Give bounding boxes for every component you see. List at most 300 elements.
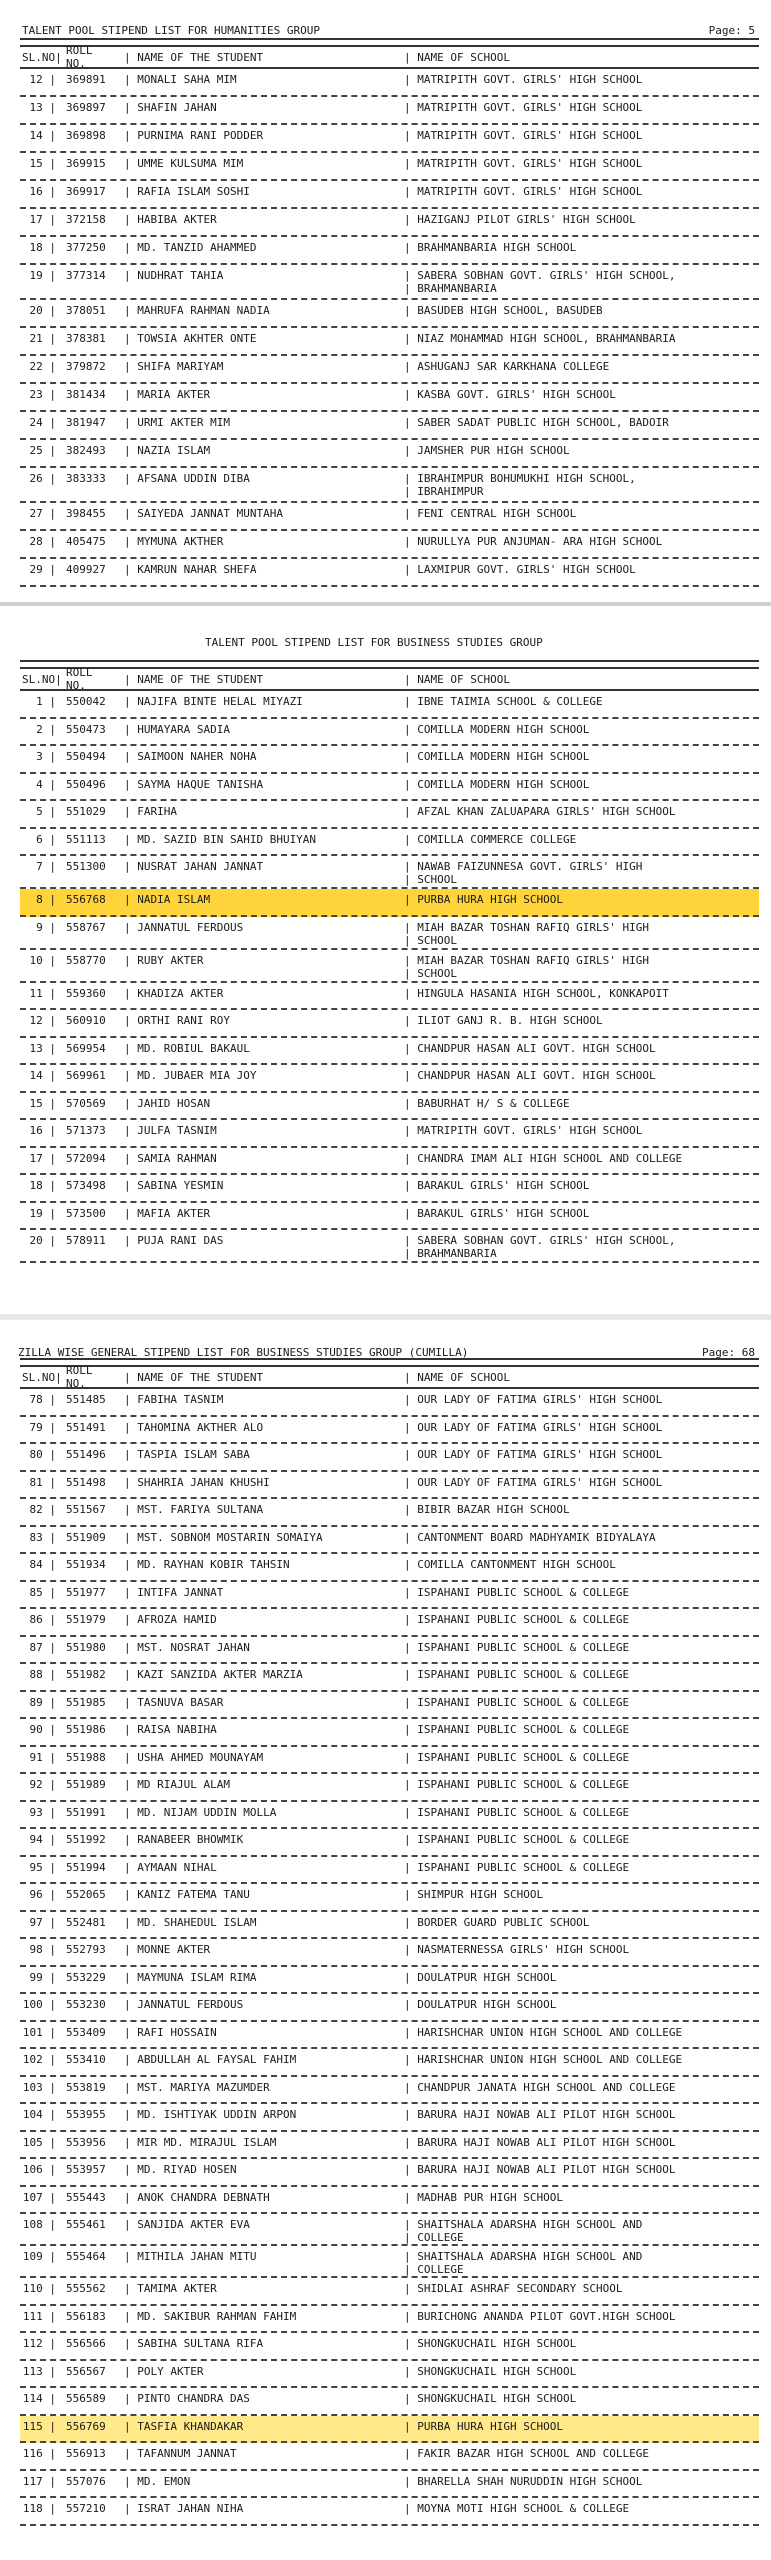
row-sl-number: 98 |	[29, 1943, 56, 1956]
row-school-name	[394, 444, 759, 457]
row-school-name	[394, 388, 759, 401]
row-school-name	[394, 2310, 759, 2323]
row-sl-number: 114 |	[22, 2392, 56, 2405]
table-row	[20, 503, 759, 531]
table-row	[20, 1719, 759, 1747]
table-row	[20, 2388, 759, 2416]
school-line: | MATRIPITH GOVT. GIRLS' HIGH SCHOOL	[404, 101, 643, 114]
row-sl-number: 29 |	[29, 563, 56, 576]
table-row	[20, 1829, 759, 1857]
row-school-name	[394, 360, 759, 373]
row-school-name	[394, 860, 759, 886]
row-school-name	[394, 1042, 759, 1055]
row-student-name: | SHAHRIA JAHAN KHUSHI	[124, 1475, 270, 1489]
row-roll-number: 378381	[66, 332, 106, 345]
school-line: | ISPAHANI PUBLIC SCHOOL & COLLEGE	[404, 1778, 630, 1791]
row-roll-number: 409927	[66, 563, 106, 576]
row-roll-number: 555562	[66, 2282, 106, 2295]
row-school-name	[394, 1531, 759, 1544]
row-school-name	[394, 2136, 759, 2149]
school-line: | ILIOT GANJ R. B. HIGH SCHOOL	[404, 1014, 603, 1027]
row-sl-number: 20 |	[29, 304, 56, 317]
school-line: | KASBA GOVT. GIRLS' HIGH SCHOOL	[404, 388, 616, 401]
row-roll-number: 551934	[66, 1558, 106, 1571]
school-line: | CHANDPUR HASAN ALI GOVT. HIGH SCHOOL	[404, 1041, 656, 1055]
school-line: | NIAZ MOHAMMAD HIGH SCHOOL, BRAHMANBARIA	[404, 332, 676, 345]
row-student-name: | SAYMA HAQUE TANISHA	[124, 777, 264, 791]
row-school-name	[394, 2365, 759, 2378]
row-school-name	[394, 1833, 759, 1846]
row-school-name	[394, 2447, 759, 2460]
row-roll-number: 555464	[66, 2250, 106, 2263]
school-line: | ASHUGANJ SAR KARKHANA COLLEGE	[404, 360, 610, 373]
row-roll-number: 551988	[66, 1750, 106, 1764]
row-sl-number: 1 |	[36, 695, 56, 708]
header-school: | NAME OF SCHOOL	[404, 1370, 510, 1384]
row-roll-number: 551980	[66, 1640, 106, 1654]
row-roll-number: 551300	[66, 860, 106, 873]
row-sl-number: 102 |	[22, 2053, 56, 2066]
table-row	[20, 1994, 759, 2022]
table-row	[20, 774, 759, 802]
row-roll-number: 572094	[66, 1151, 106, 1165]
school-line: | BRAHMANBARIA HIGH SCHOOL	[404, 241, 577, 254]
school-line: | SHIMPUR HIGH SCHOOL	[404, 1888, 544, 1901]
table-row	[20, 1417, 759, 1445]
table-row	[20, 2246, 759, 2278]
row-sl-number: 19 |	[29, 269, 56, 282]
table-row	[20, 1857, 759, 1885]
row-school-name	[394, 1861, 759, 1874]
row-sl-number: 108 |	[22, 2218, 56, 2231]
table-row	[20, 2498, 759, 2526]
row-roll-number: 382493	[66, 444, 106, 457]
list-title-row	[0, 0, 771, 37]
table-header	[20, 1364, 759, 1390]
list-title-row	[0, 1322, 771, 1359]
school-line: | SABER SADAT PUBLIC HIGH SCHOOL, BADOIR	[404, 416, 669, 429]
table-row	[20, 300, 759, 328]
school-line: | SHONGKUCHAIL HIGH SCHOOL	[404, 2392, 577, 2405]
row-sl-number: 93 |	[29, 1805, 56, 1819]
row-school-name	[394, 2502, 759, 2515]
row-student-name: | SABINA YESMIN	[124, 1179, 224, 1192]
row-sl-number: 23 |	[29, 388, 56, 401]
row-sl-number: 91 |	[29, 1750, 56, 1764]
school-line: | ISPAHANI PUBLIC SCHOOL & COLLEGE	[404, 1640, 630, 1654]
school-line: | COMILLA CANTONMENT HIGH SCHOOL	[404, 1558, 616, 1571]
row-roll-number: 556567	[66, 2364, 106, 2378]
school-line: | NASMATERNESSA GIRLS' HIGH SCHOOL	[404, 1943, 630, 1956]
row-sl-number: 13 |	[29, 101, 56, 114]
row-roll-number: 556913	[66, 2447, 106, 2460]
row-school-name	[394, 416, 759, 429]
school-line: | FENI CENTRAL HIGH SCHOOL	[404, 507, 577, 520]
row-roll-number: 571373	[66, 1124, 106, 1137]
header-sl: SL.NO|	[22, 1370, 62, 1384]
school-line: | HAZIGANJ PILOT GIRLS' HIGH SCHOOL	[404, 213, 636, 226]
row-roll-number: 551985	[66, 1695, 106, 1709]
page-divider	[0, 1314, 771, 1320]
business-talent-list	[0, 612, 771, 1263]
row-student-name: | KANIZ FATEMA TANU	[124, 1888, 250, 1901]
row-roll-number: 553409	[66, 2025, 106, 2039]
row-roll-number: 553957	[66, 2163, 106, 2176]
list-title: ZILLA WISE GENERAL STIPEND LIST FOR BUSINESS STUDIES GROUP (CUMILLA)	[18, 1346, 469, 1359]
row-school-name	[394, 1234, 759, 1260]
humanities-list	[0, 0, 771, 587]
row-sl-number: 14 |	[29, 129, 56, 142]
school-line: | MATRIPITH GOVT. GIRLS' HIGH SCHOOL	[404, 1124, 643, 1137]
header-sl: SL.NO|	[22, 672, 62, 686]
row-student-name: | POLY AKTER	[124, 2364, 204, 2378]
school-line: | SABERA SOBHAN GOVT. GIRLS' HIGH SCHOOL,	[404, 1234, 676, 1247]
table-row	[20, 2416, 759, 2444]
table-body	[0, 691, 771, 1263]
row-roll-number: 551491	[66, 1420, 106, 1434]
row-student-name: | MARIA AKTER	[124, 388, 211, 401]
table-row	[20, 829, 759, 857]
school-line: | ISPAHANI PUBLIC SCHOOL & COLLEGE	[404, 1860, 630, 1874]
header-name: | NAME OF THE STUDENT	[124, 672, 264, 686]
school-line: | ISPAHANI PUBLIC SCHOOL & COLLEGE	[404, 1833, 630, 1846]
row-roll-number: 569954	[66, 1041, 106, 1055]
row-school-name	[394, 129, 759, 142]
row-school-name	[394, 1097, 759, 1110]
row-sl-number: 27 |	[29, 507, 56, 520]
school-line: | FAKIR BAZAR HIGH SCHOOL AND COLLEGE	[404, 2447, 650, 2460]
row-sl-number: 12 |	[29, 1014, 56, 1027]
table-row	[20, 983, 759, 1011]
school-line: | ISPAHANI PUBLIC SCHOOL & COLLEGE	[404, 1613, 630, 1626]
row-student-name: | TASPIA ISLAM SABA	[124, 1448, 250, 1461]
row-school-name	[394, 1124, 759, 1137]
row-school-name	[394, 1613, 759, 1626]
row-student-name: | PINTO CHANDRA DAS	[124, 2392, 250, 2405]
school-line: | MATRIPITH GOVT. GIRLS' HIGH SCHOOL	[404, 157, 643, 170]
row-roll-number: 369898	[66, 129, 106, 142]
row-school-name	[394, 1476, 759, 1489]
school-line-continued: | SCHOOL	[404, 933, 457, 947]
row-sl-number: 6 |	[36, 832, 56, 846]
school-line: | COMILLA COMMERCE COLLEGE	[404, 832, 577, 846]
table-row	[20, 2361, 759, 2389]
row-school-name	[394, 1916, 759, 1929]
table-row	[20, 1527, 759, 1555]
school-line: | BARAKUL GIRLS' HIGH SCHOOL	[404, 1206, 590, 1220]
row-school-name	[394, 304, 759, 317]
row-roll-number: 377314	[66, 269, 106, 282]
school-line: | BHARELLA SHAH NURUDDIN HIGH SCHOOL	[404, 2474, 643, 2488]
row-school-name	[394, 2108, 759, 2121]
row-student-name: | MD. ISHTIYAK UDDIN ARPON	[124, 2108, 297, 2121]
table-row	[20, 468, 759, 503]
school-line: | SHIDLAI ASHRAF SECONDARY SCHOOL	[404, 2282, 623, 2295]
row-roll-number: 552481	[66, 1915, 106, 1929]
row-roll-number: 573498	[66, 1179, 106, 1192]
row-sl-number: 83 |	[29, 1530, 56, 1544]
row-school-name	[394, 213, 759, 226]
row-roll-number: 551992	[66, 1833, 106, 1846]
row-sl-number: 25 |	[29, 444, 56, 457]
header-school: | NAME OF SCHOOL	[404, 50, 510, 64]
table-row	[20, 801, 759, 829]
school-line: | NAWAB FAIZUNNESA GOVT. GIRLS' HIGH	[404, 860, 643, 873]
row-sl-number: 3 |	[36, 750, 56, 763]
row-student-name: | JAHID HOSAN	[124, 1096, 211, 1110]
table-header	[20, 44, 759, 70]
table-body	[0, 1389, 771, 2526]
row-student-name: | AYMAAN NIHAL	[124, 1860, 217, 1874]
row-roll-number: 558767	[66, 920, 106, 934]
row-school-name	[394, 1421, 759, 1434]
row-school-name	[394, 2392, 759, 2405]
row-sl-number: 103 |	[22, 2080, 56, 2094]
table-row	[20, 209, 759, 237]
row-sl-number: 20 |	[29, 1234, 56, 1247]
row-sl-number: 11 |	[29, 986, 56, 1000]
row-school-name	[394, 269, 759, 295]
row-student-name: | NADIA ISLAM	[124, 893, 211, 906]
table-row	[20, 950, 759, 983]
row-school-name	[394, 185, 759, 198]
row-school-name	[394, 1152, 759, 1165]
row-roll-number: 556769	[66, 2419, 106, 2433]
row-student-name: | MONNE AKTER	[124, 1943, 211, 1956]
header-sl: SL.NO|	[22, 50, 62, 64]
header-roll: ROLL NO.	[66, 1364, 93, 1390]
row-sl-number: 26 |	[29, 472, 56, 485]
row-school-name	[394, 2081, 759, 2094]
school-line-continued: | SCHOOL	[404, 873, 457, 886]
school-line: | MOYNA MOTI HIGH SCHOOL & COLLEGE	[404, 2502, 630, 2515]
row-school-name	[394, 157, 759, 170]
row-school-name	[394, 2475, 759, 2488]
row-roll-number: 557210	[66, 2502, 106, 2515]
row-sl-number: 106 |	[22, 2163, 56, 2176]
row-school-name	[394, 1723, 759, 1736]
row-sl-number: 79 |	[29, 1420, 56, 1434]
school-line: | COMILLA MODERN HIGH SCHOOL	[404, 750, 590, 763]
row-student-name: | AFROZA HAMID	[124, 1613, 217, 1626]
row-student-name: | MIR MD. MIRAJUL ISLAM	[124, 2135, 277, 2149]
row-roll-number: 573500	[66, 1206, 106, 1220]
table-row	[20, 1175, 759, 1203]
row-roll-number: 550496	[66, 777, 106, 791]
table-row	[20, 1747, 759, 1775]
row-school-name	[394, 1179, 759, 1192]
row-school-name	[394, 1971, 759, 1984]
row-sl-number: 10 |	[29, 953, 56, 967]
row-student-name: | MD. SHAHEDUL ISLAM	[124, 1915, 257, 1929]
row-roll-number: 550042	[66, 695, 106, 708]
table-row	[20, 1664, 759, 1692]
row-school-name	[394, 2163, 759, 2176]
table-row	[20, 2443, 759, 2471]
school-line: | BABURHAT H/ S & COLLEGE	[404, 1096, 570, 1110]
row-school-name	[394, 1668, 759, 1681]
row-student-name: | MST. MARIYA MAZUMDER	[124, 2080, 270, 2094]
row-roll-number: 551909	[66, 1530, 106, 1544]
row-school-name	[394, 750, 759, 763]
row-school-name	[394, 332, 759, 345]
row-roll-number: 379872	[66, 360, 106, 373]
row-student-name: | KHADIZA AKTER	[124, 986, 224, 1000]
row-roll-number: 378051	[66, 304, 106, 317]
school-line-continued: | BRAHMANBARIA	[404, 282, 497, 295]
school-line: | PURBA HURA HIGH SCHOOL	[404, 893, 563, 906]
school-line: | MIAH BAZAR TOSHAN RAFIQ GIRLS' HIGH	[404, 920, 650, 934]
school-line-continued: | BRAHMANBARIA	[404, 1247, 497, 1260]
table-row	[20, 719, 759, 747]
row-sl-number: 17 |	[29, 213, 56, 226]
school-line: | MATRIPITH GOVT. GIRLS' HIGH SCHOOL	[404, 129, 643, 142]
school-line: | SABERA SOBHAN GOVT. GIRLS' HIGH SCHOOL,	[404, 269, 676, 282]
table-row	[20, 153, 759, 181]
row-student-name: | RAFIA ISLAM SOSHI	[124, 185, 250, 198]
school-line: | OUR LADY OF FATIMA GIRLS' HIGH SCHOOL	[404, 1393, 663, 1406]
row-school-name	[394, 1641, 759, 1654]
table-row	[20, 384, 759, 412]
table-header	[20, 666, 759, 692]
row-sl-number: 111 |	[22, 2309, 56, 2323]
row-student-name: | USHA AHMED MOUNAYAM	[124, 1750, 264, 1764]
row-school-name	[394, 241, 759, 254]
row-roll-number: 553410	[66, 2053, 106, 2066]
school-line: | COMILLA MODERN HIGH SCHOOL	[404, 722, 590, 736]
row-roll-number: 550494	[66, 750, 106, 763]
table-row	[20, 1093, 759, 1121]
row-student-name: | RANABEER BHOWMIK	[124, 1833, 244, 1846]
table-row	[20, 237, 759, 265]
row-sl-number: 13 |	[29, 1041, 56, 1055]
table-row	[20, 356, 759, 384]
row-sl-number: 28 |	[29, 535, 56, 548]
row-school-name	[394, 1806, 759, 1819]
row-student-name: | SAIMOON NAHER NOHA	[124, 750, 257, 763]
row-student-name: | URMI AKTER MIM	[124, 416, 230, 429]
table-row	[20, 1389, 759, 1417]
table-row	[20, 889, 759, 917]
row-school-name	[394, 1207, 759, 1220]
row-school-name	[394, 695, 759, 708]
row-school-name	[394, 1586, 759, 1599]
header-name: | NAME OF THE STUDENT	[124, 50, 264, 64]
table-row	[20, 2022, 759, 2050]
row-student-name: | MD. RIYAD HOSEN	[124, 2163, 237, 2176]
school-line: | ISPAHANI PUBLIC SCHOOL & COLLEGE	[404, 1668, 630, 1681]
header-school: | NAME OF SCHOOL	[404, 672, 510, 686]
table-row	[20, 2159, 759, 2187]
row-school-name	[394, 1888, 759, 1901]
table-row	[20, 1939, 759, 1967]
zilla-general-list	[0, 1322, 771, 2526]
table-row	[20, 2333, 759, 2361]
table-row	[20, 1582, 759, 1610]
row-roll-number: 551498	[66, 1475, 106, 1489]
row-sl-number: 117 |	[22, 2474, 56, 2488]
row-sl-number: 100 |	[22, 1998, 56, 2011]
row-roll-number: 551991	[66, 1805, 106, 1819]
row-student-name: | SAMIA RAHMAN	[124, 1151, 217, 1165]
row-student-name: | INTIFA JANNAT	[124, 1585, 224, 1599]
row-school-name	[394, 1014, 759, 1027]
row-roll-number: 551029	[66, 805, 106, 818]
row-school-name	[394, 987, 759, 1000]
row-student-name: | FABIHA TASNIM	[124, 1393, 224, 1406]
row-student-name: | TAMIMA AKTER	[124, 2282, 217, 2295]
row-student-name: | MD. TANZID AHAMMED	[124, 241, 257, 254]
row-school-name	[394, 2026, 759, 2039]
table-row	[20, 559, 759, 587]
school-line: | BORDER GUARD PUBLIC SCHOOL	[404, 1915, 590, 1929]
school-line: | MATRIPITH GOVT. GIRLS' HIGH SCHOOL	[404, 73, 643, 86]
row-sl-number: 107 |	[22, 2190, 56, 2204]
row-student-name: | TAHOMINA AKTHER ALO	[124, 1420, 264, 1434]
row-student-name: | KAZI SANZIDA AKTER MARZIA	[124, 1668, 303, 1681]
row-roll-number: 369917	[66, 185, 106, 198]
row-student-name: | AFSANA UDDIN DIBA	[124, 472, 250, 485]
row-roll-number: 558770	[66, 953, 106, 967]
row-student-name: | MYMUNA AKTHER	[124, 535, 224, 548]
row-school-name	[394, 2250, 759, 2276]
row-school-name	[394, 954, 759, 980]
row-student-name: | PUJA RANI DAS	[124, 1234, 224, 1247]
row-roll-number: 383333	[66, 472, 106, 485]
row-student-name: | ABDULLAH AL FAYSAL FAHIM	[124, 2053, 297, 2066]
row-sl-number: 90 |	[29, 1723, 56, 1736]
row-sl-number: 80 |	[29, 1448, 56, 1461]
school-line: | DOULATPUR HIGH SCHOOL	[404, 1970, 557, 1984]
row-roll-number: 555443	[66, 2190, 106, 2204]
row-school-name	[394, 1998, 759, 2011]
row-student-name: | JANNATUL FERDOUS	[124, 1998, 244, 2011]
table-row	[20, 1120, 759, 1148]
table-row	[20, 1203, 759, 1231]
school-line: | MIAH BAZAR TOSHAN RAFIQ GIRLS' HIGH	[404, 953, 650, 967]
row-student-name: | FARIHA	[124, 805, 177, 818]
row-roll-number: 551977	[66, 1585, 106, 1599]
row-roll-number: 369915	[66, 157, 106, 170]
table-row	[20, 1010, 759, 1038]
row-school-name	[394, 1448, 759, 1461]
row-roll-number: 556566	[66, 2337, 106, 2350]
row-roll-number: 560910	[66, 1014, 106, 1027]
school-line: | BARURA HAJI NOWAB ALI PILOT HIGH SCHOOL	[404, 2108, 676, 2121]
school-line: | ISPAHANI PUBLIC SCHOOL & COLLEGE	[404, 1723, 630, 1736]
row-roll-number: 551994	[66, 1860, 106, 1874]
row-roll-number: 551113	[66, 832, 106, 846]
header-name: | NAME OF THE STUDENT	[124, 1370, 264, 1384]
row-student-name: | SHIFA MARIYAM	[124, 360, 224, 373]
table-row	[20, 1609, 759, 1637]
row-student-name: | NAZIA ISLAM	[124, 444, 211, 457]
row-school-name	[394, 723, 759, 736]
row-sl-number: 24 |	[29, 416, 56, 429]
row-student-name: | MST. SOBNOM MOSTARIN SOMAIYA	[124, 1530, 323, 1544]
row-student-name: | MONALI SAHA MIM	[124, 73, 237, 86]
row-student-name: | MD. SAKIBUR RAHMAN FAHIM	[124, 2309, 297, 2323]
row-school-name	[394, 1751, 759, 1764]
row-roll-number: 578911	[66, 1234, 106, 1247]
row-roll-number: 369891	[66, 73, 106, 86]
row-student-name: | MAYMUNA ISLAM RIMA	[124, 1970, 257, 1984]
row-sl-number: 14 |	[29, 1069, 56, 1082]
row-student-name: | PURNIMA RANI PODDER	[124, 129, 264, 142]
row-sl-number: 104 |	[22, 2108, 56, 2121]
row-student-name: | TAFANNUM JANNAT	[124, 2447, 237, 2460]
row-roll-number: 570569	[66, 1096, 106, 1110]
